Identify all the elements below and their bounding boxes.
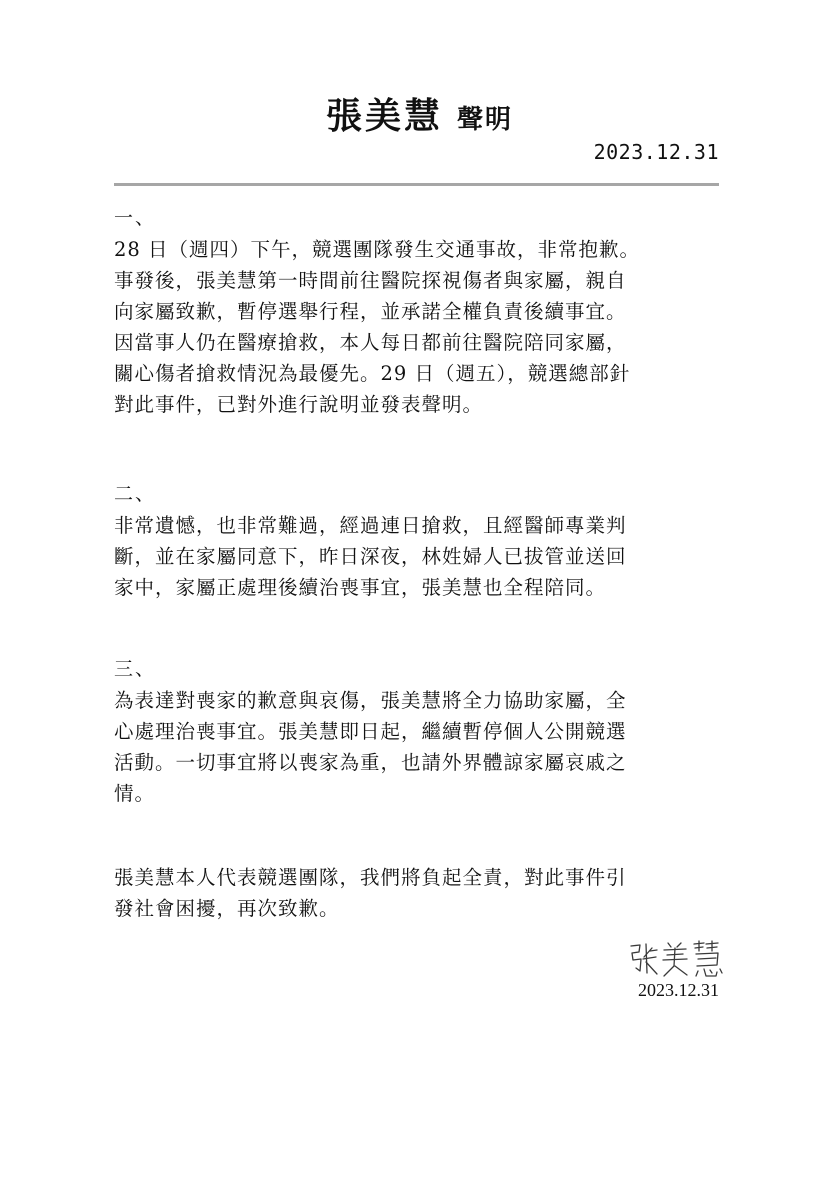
paragraph-line: 事發後，張美慧第一時間前往醫院探視傷者與家屬，親自 [114,269,627,292]
paragraph-line: 非常遺憾，也非常難過，經過連日搶救，且經醫師專業判 [114,514,627,537]
paragraph-line: 因當事人仍在醫療搶救，本人每日都前往醫院陪同家屬， [114,331,627,354]
author-name: 張美慧 [325,96,443,137]
section-one [114,202,720,420]
header-divider [114,183,719,186]
statement-title [0,88,839,139]
paragraph-line: 張美慧本人代表競選團隊，我們將負起全責，對此事件引 [114,866,627,889]
paragraph-line: 對此事件，已對外進行說明並發表聲明。 [114,393,484,416]
closing-paragraph [114,862,720,924]
header-date: 2023.12.31 [593,140,719,164]
section-paragraph [114,685,720,809]
section-three [114,653,720,809]
paragraph-line: 向家屬致歉，暫停選舉行程，並承諾全權負責後續事宜。 [114,300,627,323]
section-paragraph [114,510,720,603]
closing-statement [114,862,720,924]
paragraph-line: 28 日（週四）下午，競選團隊發生交通事故，非常抱歉。 [114,238,641,261]
section-number: 一、 [114,207,157,229]
paragraph-line: 關心傷者搶救情況為最優先。29 日（週五），競選總部針 [114,362,631,385]
paragraph-line: 發社會困擾，再次致歉。 [114,897,340,920]
signature-date: 2023.12.31 [638,980,719,1000]
paragraph-line: 情。 [114,782,156,805]
title-word: 聲明 [457,105,514,135]
handwritten-signature [626,938,726,980]
paragraph-line: 家中，家屬正處理後續治喪事宜，張美慧也全程陪同。 [114,576,607,599]
paragraph-line: 為表達對喪家的歉意與哀傷，張美慧將全力協助家屬，全 [114,689,627,712]
paragraph-line: 心處理治喪事宜。張美慧即日起，繼續暫停個人公開競選 [114,720,627,743]
paragraph-line: 活動。一切事宜將以喪家為重，也請外界體諒家屬哀戚之 [114,751,627,774]
section-paragraph [114,234,720,420]
section-number: 三、 [114,658,157,680]
section-number: 二、 [114,483,157,505]
paragraph-line: 斷，並在家屬同意下，昨日深夜，林姓婦人已拔管並送回 [114,545,627,568]
section-two [114,478,720,603]
